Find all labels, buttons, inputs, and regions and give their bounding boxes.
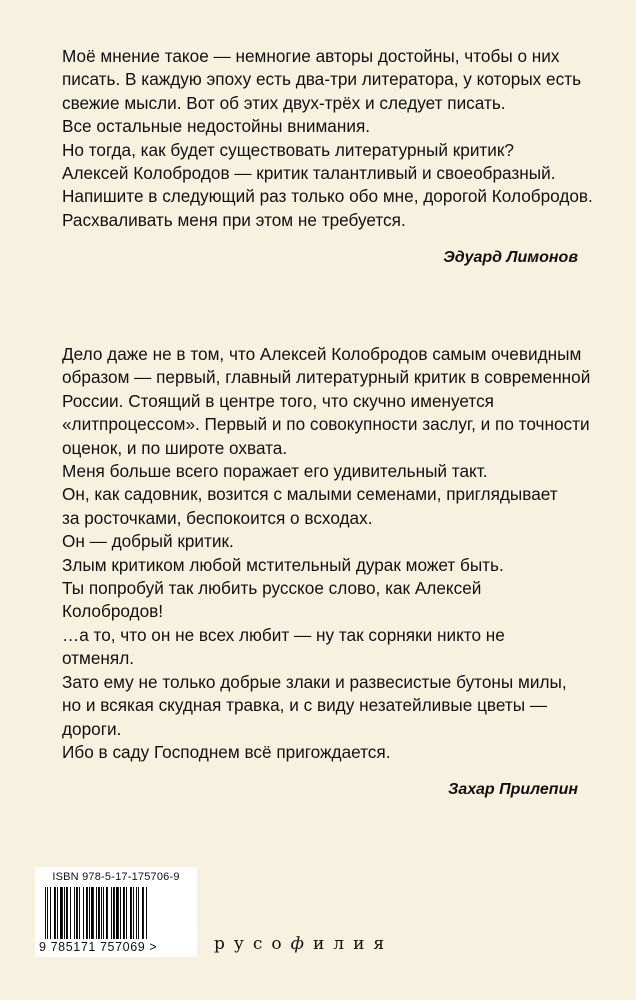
barcode-bars-icon (45, 887, 191, 939)
quote-line: Зато ему не только добрые злаки и развесистые бутоны милы, (62, 671, 567, 692)
quote-line: Но тогда, как будет существовать литературный критик? (62, 139, 514, 160)
quote-line: оценок, и по широте охвата. (62, 437, 288, 458)
quote-line: Он — добрый критик. (62, 531, 234, 552)
quote-line: отменял. (62, 648, 135, 669)
quote-line: Расхваливать меня при этом не требуется. (62, 209, 406, 230)
quote-line: Он, как садовник, возится с малыми семенами, приглядывает (62, 484, 558, 505)
quote-line: Все остальные недостойны внимания. (62, 116, 371, 137)
quote-line: но и всякая скудная травка, и с виду незатейливые цветы — (62, 695, 548, 716)
isbn-label: ISBN 978-5-17-175706-9 (52, 871, 180, 883)
logo-part-right: илия (312, 934, 394, 954)
quote-line: за росточками, беспокоится о всходах. (62, 507, 373, 528)
author-prilepin: Захар Прилепин (448, 781, 578, 798)
quote-line: России. Стоящий в центре того, что скучно именуется (62, 390, 494, 411)
quote-line: Колобродов! (62, 601, 164, 622)
quote-line: писать. В каждую эпоху есть два-три литератора, у которых есть (62, 69, 582, 90)
logo-part-mid: ф (290, 934, 313, 954)
quote-line: «литпроцессом». Первый и по совокупности заслуг, и по точности (62, 414, 590, 435)
quote-line: Меня больше всего поражает его удивительный такт. (62, 461, 488, 482)
quote-line: Злым критиком любой мстительный дурак может быть. (62, 554, 504, 575)
publisher-logo (214, 934, 393, 954)
quote-limonov (62, 45, 602, 232)
quote-line: …а то, что он не всех любит — ну так сорняки никто не (62, 624, 505, 645)
quote-line: Ибо в саду Господнем всё пригождается. (62, 741, 391, 762)
isbn-barcode (35, 867, 197, 957)
quote-line: образом — первый, главный литературный критик в современной (62, 367, 591, 388)
quote-line: Моё мнение такое — немногие авторы достойны, чтобы о них (62, 46, 560, 66)
quote-line: дороги. (62, 718, 122, 739)
quote-line: Напишите в следующий раз только обо мне, дорогой Колобродов. (62, 186, 593, 207)
quote-line: Дело даже не в том, что Алексей Колобродов самым очевидным (62, 344, 582, 364)
ean-digits: 9 785171 757069 > (39, 940, 158, 954)
quote-line: Алексей Колобродов — критик талантливый и своеобразный. (62, 163, 556, 184)
author-limonov: Эдуард Лимонов (443, 249, 578, 266)
quote-prilepin (62, 343, 602, 764)
quote-line: Ты попробуй так любить русское слово, как Алексей (62, 578, 482, 599)
quote-line: свежие мысли. Вот об этих двух-трёх и следует писать. (62, 92, 506, 113)
logo-part-left: русо (214, 934, 291, 954)
